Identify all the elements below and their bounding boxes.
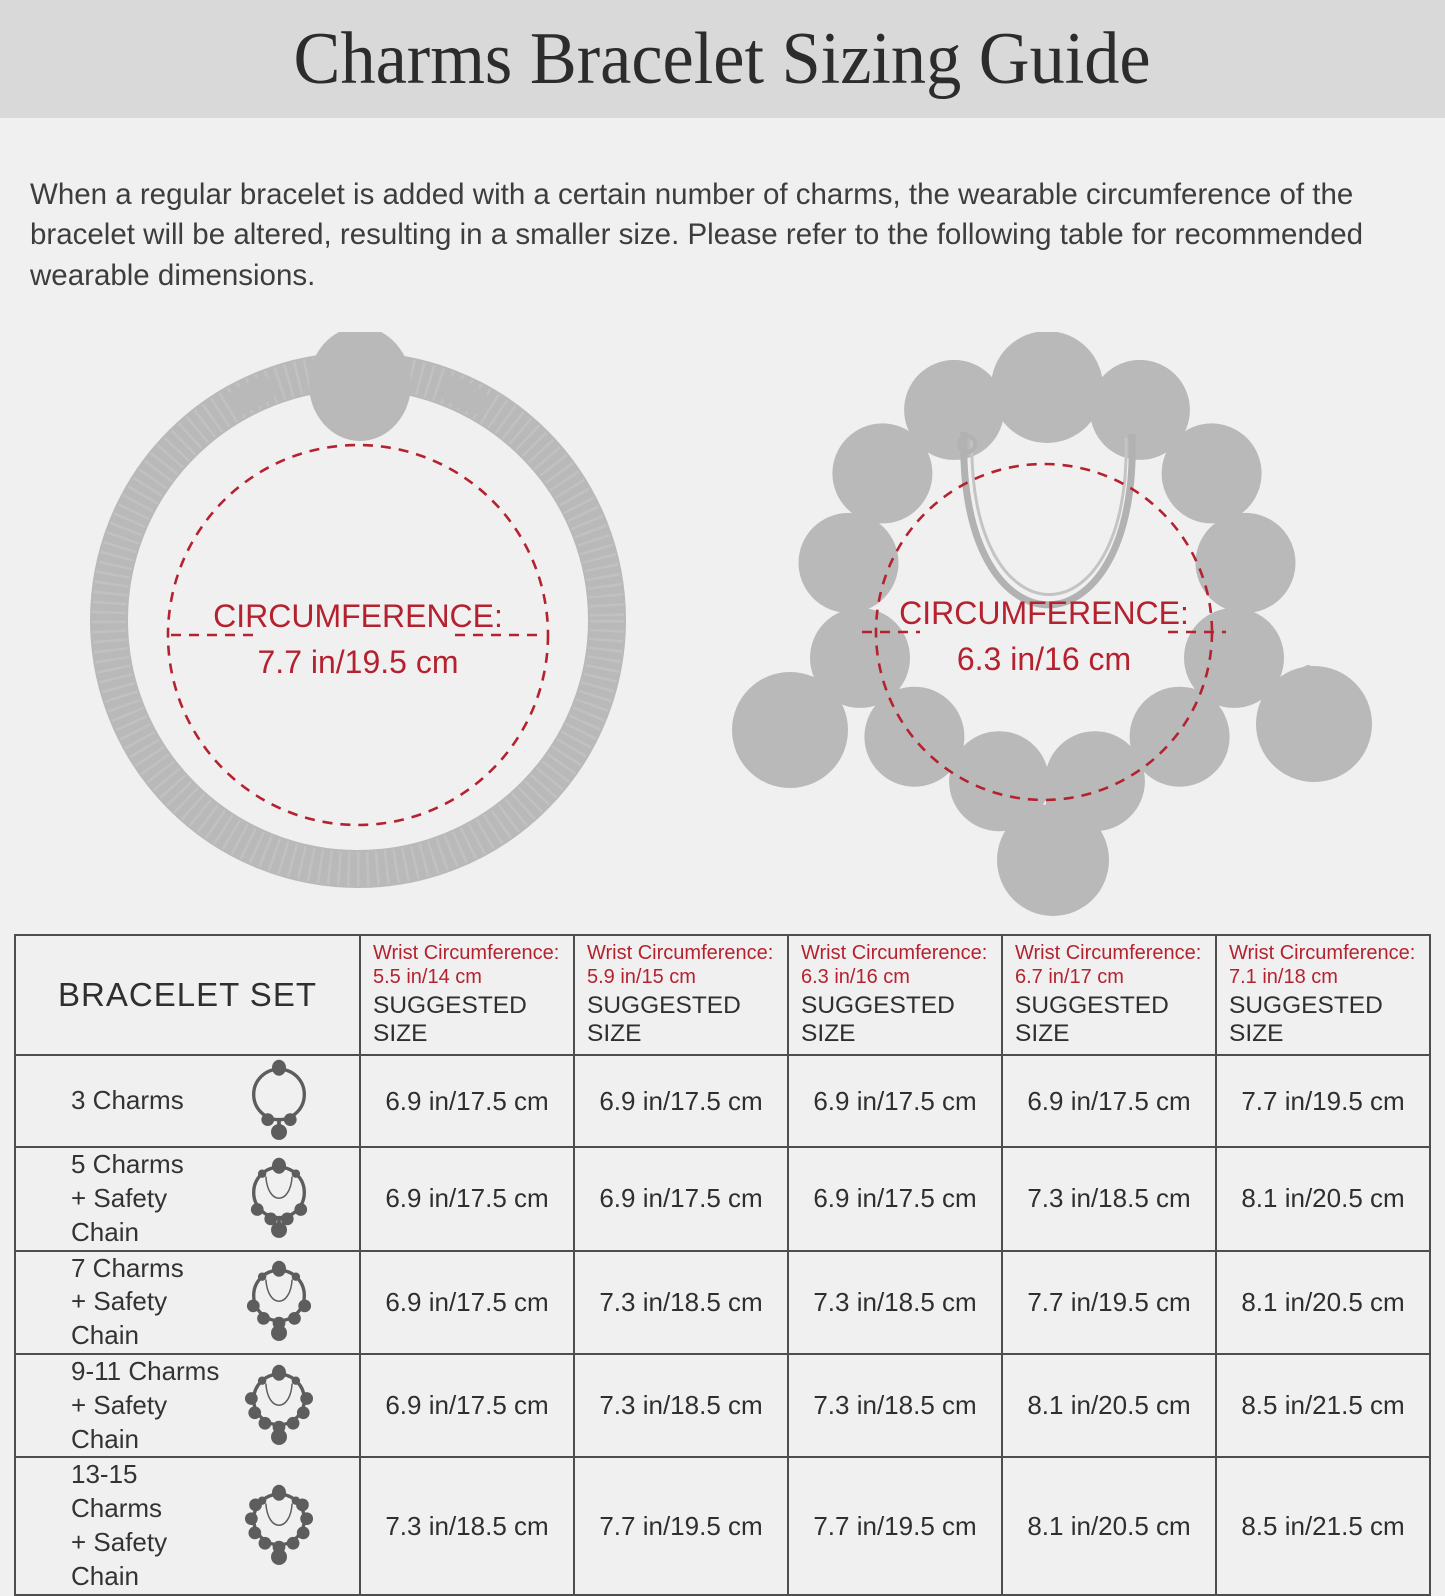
suggested-size-cell: 7.7 in/19.5 cm <box>788 1457 1002 1594</box>
wrist-column-header <box>1002 935 1216 1055</box>
intro-text: When a regular bracelet is added with a certain number of charms, the wearable circumference of the bracelet will be altered, resulting in a smaller size. Please refer to the following table for recommended wearable dimensions. <box>30 177 1364 292</box>
set-label-line2: + Safety Chain <box>71 1389 168 1454</box>
suggested-size-cell: 6.9 in/17.5 cm <box>360 1147 574 1250</box>
safety-chain <box>959 432 1132 605</box>
wrist-column-header <box>574 935 788 1055</box>
suggested-size-cell: 8.1 in/20.5 cm <box>1216 1147 1430 1250</box>
suggested-size-cell: 6.9 in/17.5 cm <box>1002 1055 1216 1147</box>
bracelet-9-11-charms-icon <box>235 1361 323 1451</box>
bracelet-7-charms-icon <box>235 1257 323 1347</box>
suggested-size-cell: 7.7 in/19.5 cm <box>1002 1251 1216 1354</box>
suggested-size-cell: 6.9 in/17.5 cm <box>360 1354 574 1457</box>
circumference-value: 7.7 in/19.5 cm <box>257 644 459 681</box>
suggested-size-cell: 8.5 in/21.5 cm <box>1216 1354 1430 1457</box>
suggested-size-label: SUGGESTED SIZE <box>1015 992 1169 1048</box>
suggested-size-cell: 7.3 in/18.5 cm <box>360 1457 574 1594</box>
page-title: Charms Bracelet Sizing Guide <box>293 17 1152 100</box>
bracelet-set-icon-wrap <box>235 1361 323 1451</box>
table-row <box>15 1457 1430 1594</box>
set-label-line2: + Safety Chain <box>71 1286 168 1351</box>
bracelet-3-charms-icon <box>235 1056 323 1146</box>
bracelet-set-icon-wrap <box>235 1481 323 1571</box>
suggested-size-cell: 7.3 in/18.5 cm <box>1002 1147 1216 1250</box>
wrist-circumference-value: 7.1 in/18 cm <box>1229 965 1338 988</box>
title-band <box>0 0 1445 118</box>
table-row <box>15 1251 1430 1354</box>
set-label-line2: + Safety Chain <box>71 1527 168 1591</box>
suggested-size-cell: 6.9 in/17.5 cm <box>788 1055 1002 1147</box>
suggested-size-cell: 7.3 in/18.5 cm <box>788 1354 1002 1457</box>
wrist-circumference-value: 5.9 in/15 cm <box>587 965 696 988</box>
bracelet-set-cell <box>15 1251 360 1354</box>
bracelet-set-icon-wrap <box>235 1257 323 1347</box>
suggested-size-label: SUGGESTED SIZE <box>1229 992 1383 1048</box>
diagrams-section <box>0 332 1445 924</box>
bracelet-set-cell <box>15 1354 360 1457</box>
set-label: 13-15 Charms <box>71 1459 163 1524</box>
bracelet-set-header: BRACELET SET <box>15 935 360 1055</box>
plain-bracelet-illustration <box>28 332 688 924</box>
suggested-size-cell: 8.1 in/20.5 cm <box>1002 1354 1216 1457</box>
bracelet-set-cell <box>15 1055 360 1147</box>
bracelet-set-cell <box>15 1147 360 1250</box>
wrist-circumference-label: Wrist Circumference: <box>587 942 774 965</box>
suggested-size-cell: 7.7 in/19.5 cm <box>574 1457 788 1594</box>
suggested-size-cell: 8.1 in/20.5 cm <box>1216 1251 1430 1354</box>
dangle-charms <box>732 664 1372 916</box>
wrist-circumference-value: 5.5 in/14 cm <box>373 965 482 988</box>
table-header-row <box>15 935 1430 1055</box>
charm-bracelet-illustration <box>712 332 1422 924</box>
suggested-size-cell: 8.1 in/20.5 cm <box>1002 1457 1216 1594</box>
suggested-size-cell: 7.3 in/18.5 cm <box>574 1251 788 1354</box>
clasp-icon <box>309 332 411 441</box>
circumference-value: 6.3 in/16 cm <box>956 641 1132 678</box>
suggested-size-label: SUGGESTED SIZE <box>801 992 955 1048</box>
bracelet-set-icon-wrap <box>235 1154 323 1244</box>
charm-beads <box>799 332 1296 831</box>
wrist-column-header <box>360 935 574 1055</box>
bracelet-set-icon-wrap <box>235 1056 323 1146</box>
set-label: 7 Charms <box>71 1252 184 1283</box>
wrist-circumference-label: Wrist Circumference: <box>1229 942 1416 965</box>
wrist-column-header <box>1216 935 1430 1055</box>
wrist-circumference-label: Wrist Circumference: <box>801 942 988 965</box>
circumference-label: CIRCUMFERENCE: <box>899 595 1189 632</box>
bracelet-13-15-charms-icon <box>235 1481 323 1571</box>
set-label: 5 Charms <box>71 1149 184 1180</box>
table-row <box>15 1055 1430 1147</box>
suggested-size-cell: 7.3 in/18.5 cm <box>788 1251 1002 1354</box>
wrist-circumference-label: Wrist Circumference: <box>373 942 560 965</box>
suggested-size-cell: 6.9 in/17.5 cm <box>574 1147 788 1250</box>
set-label: 3 Charms <box>71 1085 184 1116</box>
wrist-circumference-value: 6.3 in/16 cm <box>801 965 910 988</box>
wrist-circumference-value: 6.7 in/17 cm <box>1015 965 1124 988</box>
suggested-size-cell: 7.7 in/19.5 cm <box>1216 1055 1430 1147</box>
suggested-size-label: SUGGESTED SIZE <box>587 992 741 1048</box>
suggested-size-label: SUGGESTED SIZE <box>373 992 527 1048</box>
set-label: 9-11 Charms <box>71 1356 220 1387</box>
sizing-table <box>14 934 1431 1596</box>
bracelet-set-cell <box>15 1457 360 1594</box>
bracelet-5-charms-icon <box>235 1154 323 1244</box>
suggested-size-cell: 6.9 in/17.5 cm <box>788 1147 1002 1250</box>
suggested-size-cell: 8.5 in/21.5 cm <box>1216 1457 1430 1594</box>
circumference-label: CIRCUMFERENCE: <box>213 598 503 635</box>
table-row <box>15 1354 1430 1457</box>
wrist-column-header <box>788 935 1002 1055</box>
wrist-circumference-label: Wrist Circumference: <box>1015 942 1202 965</box>
suggested-size-cell: 6.9 in/17.5 cm <box>360 1055 574 1147</box>
set-label-line2: + Safety Chain <box>71 1183 168 1247</box>
suggested-size-cell: 6.9 in/17.5 cm <box>574 1055 788 1147</box>
suggested-size-cell: 6.9 in/17.5 cm <box>360 1251 574 1354</box>
table-row <box>15 1147 1430 1250</box>
suggested-size-cell: 7.3 in/18.5 cm <box>574 1354 788 1457</box>
